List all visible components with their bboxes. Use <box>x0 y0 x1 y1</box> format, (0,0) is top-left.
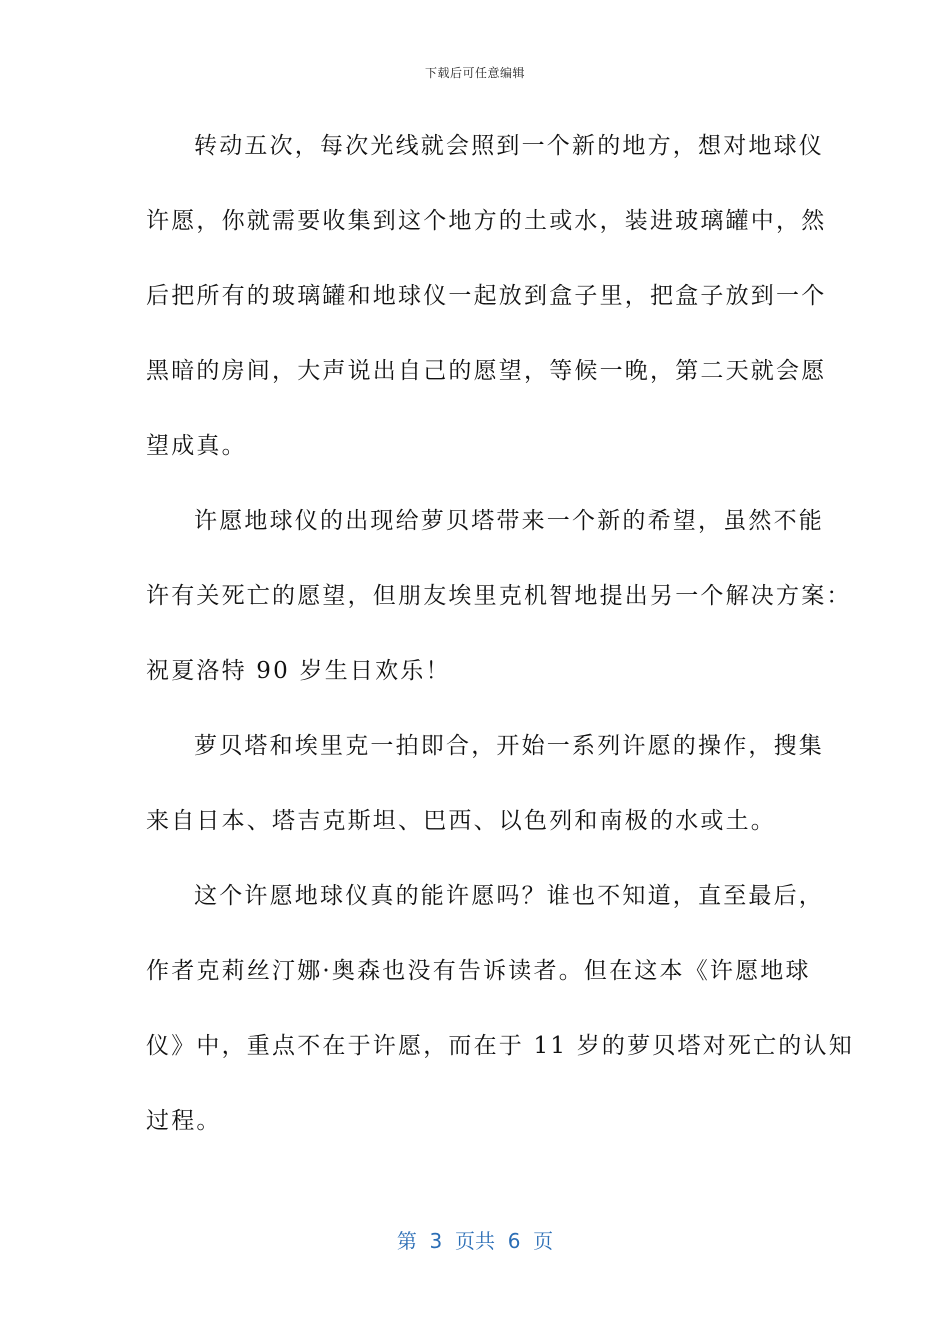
page-header: 下载后可任意编辑 <box>424 66 525 80</box>
paragraph-4-line-1: 这个许愿地球仪真的能许愿吗？谁也不知道，直至最后， <box>194 883 824 909</box>
paragraph-1-line-2: 许愿，你就需要收集到这个地方的土或水，装进玻璃罐中，然 <box>146 208 827 234</box>
paragraph-1-line-1: 转动五次，每次光线就会照到一个新的地方，想对地球仪 <box>194 133 824 159</box>
paragraph-4-line-3: 仪》中，重点不在于许愿，而在于 11 岁的萝贝塔对死亡的认知 <box>146 1033 854 1059</box>
paragraph-1-line-3: 后把所有的玻璃罐和地球仪一起放到盒子里，把盒子放到一个 <box>146 283 827 309</box>
paragraph-3-line-1: 萝贝塔和埃里克一拍即合，开始一系列许愿的操作，搜集 <box>194 733 824 759</box>
page-number-label: 第 3 页共 6 页 <box>396 1229 554 1253</box>
document-body <box>146 123 854 1173</box>
paragraph-4-line-2: 作者克莉丝汀娜·奥森也没有告诉读者。但在这本《许愿地球 <box>146 958 811 984</box>
paragraph-2-line-3: 祝夏洛特 90 岁生日欢乐！ <box>146 658 451 684</box>
paragraph-3-line-2: 来自日本、塔吉克斯坦、巴西、以色列和南极的水或土。 <box>146 808 776 834</box>
page-footer <box>0 1225 950 1254</box>
paragraph-2-line-1: 许愿地球仪的出现给萝贝塔带来一个新的希望，虽然不能 <box>194 508 824 534</box>
paragraph-4-line-4: 过程。 <box>146 1108 222 1134</box>
paragraph-2-line-2: 许有关死亡的愿望，但朋友埃里克机智地提出另一个解决方案： <box>146 583 852 609</box>
paragraph-1-line-5: 望成真。 <box>146 433 247 459</box>
paragraph-1-line-4: 黑暗的房间，大声说出自己的愿望，等候一晚，第二天就会愿 <box>146 358 827 384</box>
